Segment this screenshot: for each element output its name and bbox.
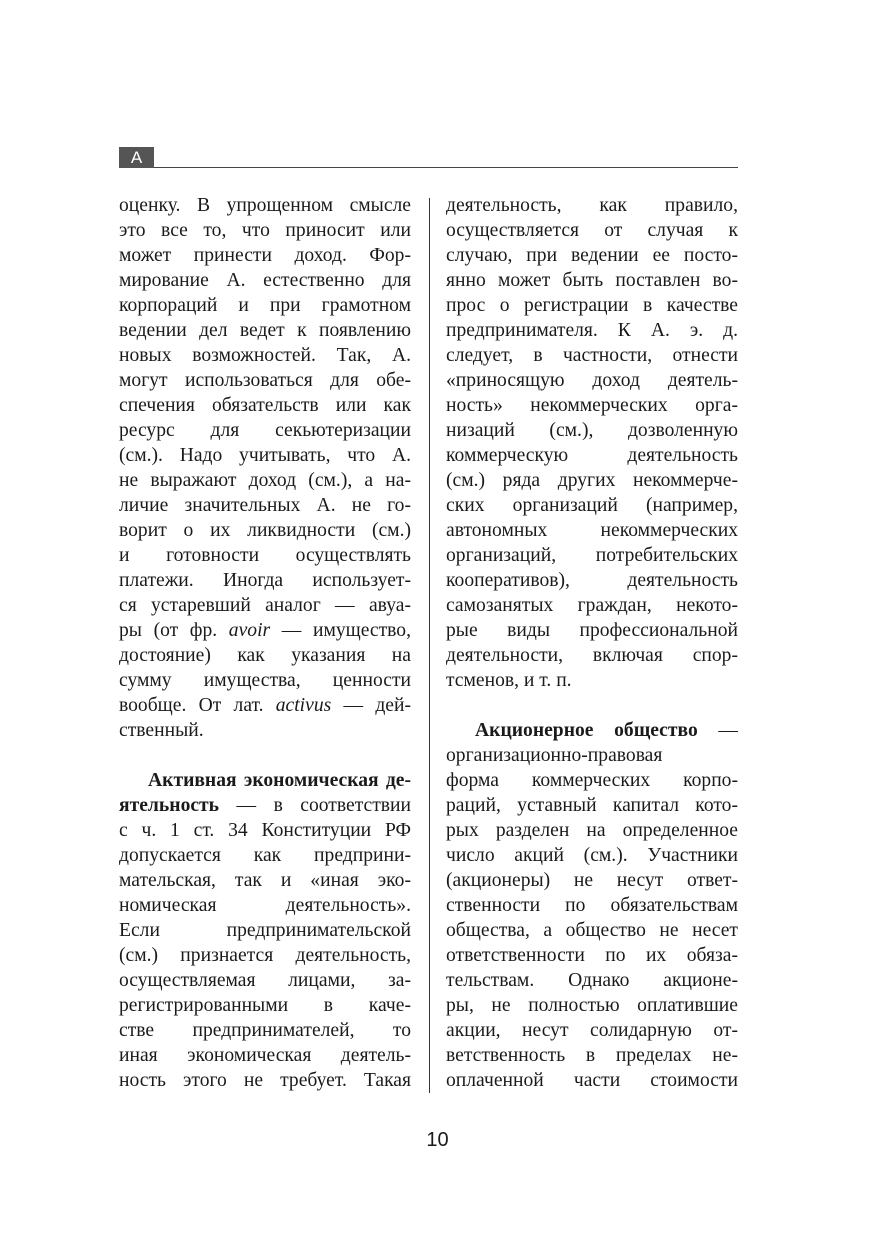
text-line: прос о регистрации в качестве: [446, 295, 738, 316]
text-line: оплаченной части стоимости: [446, 1070, 738, 1091]
text-line: ведении дел ведет к появлению: [119, 320, 411, 341]
text-line: число акций (см.). Участники: [446, 845, 738, 866]
text-line: ность» некоммерческих орга-: [446, 395, 738, 416]
text-line: ветственность в пределах не-: [446, 1045, 738, 1066]
text-line: может принести доход. Фор-: [119, 245, 411, 266]
text-line: самозанятых граждан, некото-: [446, 595, 738, 616]
text-line: и готовности осуществлять: [119, 545, 411, 566]
text-line: форма коммерческих корпо-: [446, 770, 738, 791]
text-line: общества, а общество не несет: [446, 920, 738, 941]
entry-term: Активная экономическая де-: [148, 770, 411, 791]
text-line: деятельности, включая спор-: [446, 645, 738, 666]
text-line: янно может быть поставлен во-: [446, 270, 738, 291]
text-line: осуществляемая лицами, за-: [119, 970, 411, 991]
text-fragment: — дей-: [331, 695, 411, 716]
text-line: тельствам. Однако акционе-: [446, 970, 738, 991]
text-line: номическая деятельность».: [119, 895, 411, 916]
text-line: ры, не полностью оплатившие: [446, 995, 738, 1016]
text-line: следует, в частности, отнести: [446, 345, 738, 366]
text-line: осуществляется от случая к: [446, 220, 738, 241]
section-letter-tab: А: [119, 147, 154, 168]
text-line: коммерческую деятельность: [446, 445, 738, 466]
text-line: сумму имущества, ценности: [119, 670, 411, 691]
text-line: стве предпринимателей, то: [119, 1020, 411, 1041]
text-line: организационно-правовая: [446, 745, 663, 766]
text-line: [119, 693, 411, 718]
text-line: корпораций и при грамотном: [119, 295, 411, 316]
page-number: 10: [426, 1129, 449, 1151]
text-line: предпринимателя. К А. э. д.: [446, 320, 738, 341]
text-line: могут использоваться для обе-: [119, 370, 411, 391]
text-line: тсменов, и т. п.: [446, 670, 572, 691]
text-line: (см.). Надо учитывать, что А.: [119, 445, 411, 466]
text-line: мирование А. естественно для: [119, 270, 411, 291]
entry-term: Акционерное общество: [475, 720, 698, 741]
text-fragment: ры (от фр.: [119, 620, 229, 641]
text-line: (см.) признается деятельность,: [119, 945, 411, 966]
right-column: [446, 193, 738, 1093]
text-line: регистрированными в каче-: [119, 995, 411, 1016]
text-line: мательская, так и «иная эко-: [119, 870, 411, 891]
entry-term-line: [446, 718, 738, 743]
text-fragment: — имущество,: [270, 620, 411, 641]
text-line: ся устаревший аналог — авуа-: [119, 595, 411, 616]
entry-term-line: [119, 768, 411, 793]
text-line: личие значительных А. не го-: [119, 495, 411, 516]
text-line: новых возможностей. Так, А.: [119, 345, 411, 366]
text-line: акции, несут солидарную от-: [446, 1020, 738, 1041]
text-line: случаю, при ведении ее посто-: [446, 245, 738, 266]
text-line: это все то, что приносит или: [119, 220, 411, 241]
text-line: оценку. В упрощенном смысле: [119, 195, 411, 216]
text-line: достояние) как указания на: [119, 645, 411, 666]
text-line: [119, 793, 411, 818]
text-line: ворит о их ликвидности (см.): [119, 520, 411, 541]
text-line: иная экономическая деятель-: [119, 1045, 411, 1066]
text-line: автономных некоммерческих: [446, 520, 738, 541]
text-fragment: —: [697, 720, 738, 741]
text-line: (см.) ряда других некоммерче-: [446, 470, 738, 491]
column-divider: [429, 198, 430, 1093]
text-line: рых разделен на определенное: [446, 820, 738, 841]
text-line: ственности по обязательствам: [446, 895, 738, 916]
text-line: [119, 618, 411, 643]
latin-term: avoir: [228, 620, 271, 641]
text-line: ских организаций (например,: [446, 495, 738, 516]
text-line: организаций, потребительских: [446, 545, 738, 566]
text-line: допускается как предприни-: [119, 845, 411, 866]
latin-term: activus: [275, 695, 332, 716]
left-column: [119, 193, 411, 1093]
text-line: (акционеры) не несут ответ-: [446, 870, 738, 891]
text-line: ственный.: [119, 720, 204, 741]
text-line: спечения обязательств или как: [119, 395, 411, 416]
text-line: раций, уставный капитал кото-: [446, 795, 738, 816]
entry-term: ятельность: [119, 795, 220, 816]
text-line: ресурс для секьютеризации: [119, 420, 411, 441]
text-line: рые виды профессиональной: [446, 620, 738, 641]
text-fragment: — в соответствии: [219, 795, 411, 816]
text-line: Если предпринимательской: [119, 920, 411, 941]
paragraph-gap: [119, 743, 411, 768]
text-line: кооперативов), деятельность: [446, 570, 738, 591]
text-line: деятельность, как правило,: [446, 195, 738, 216]
text-line: платежи. Иногда использует-: [119, 570, 411, 591]
text-line: ность этого не требует. Такая: [119, 1070, 411, 1091]
text-line: низаций (см.), дозволенную: [446, 420, 738, 441]
paragraph-gap: [446, 693, 738, 718]
text-line: с ч. 1 ст. 34 Конституции РФ: [119, 820, 411, 841]
text-fragment: вообще. От лат.: [119, 695, 276, 716]
text-line: не выражают доход (см.), а на-: [119, 470, 411, 491]
header-rule: [154, 167, 738, 168]
text-line: «приносящую доход деятель-: [446, 370, 738, 391]
text-line: ответственности по их обяза-: [446, 945, 738, 966]
